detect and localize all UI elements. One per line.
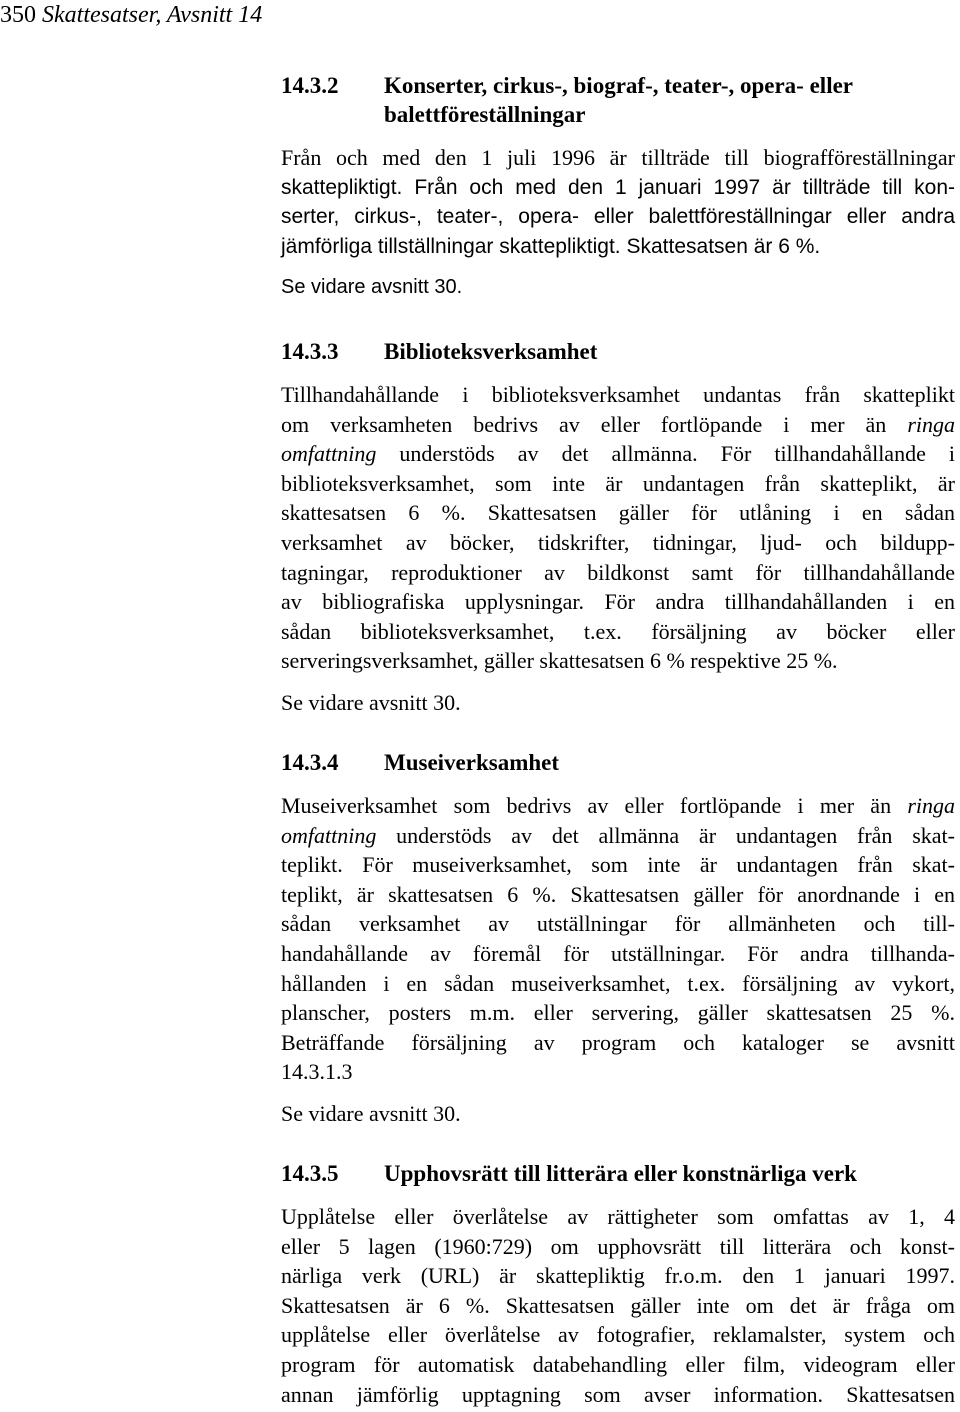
body-line: biblioteksverksamhet, som inte är undantagen från skatteplikt, är [281,470,955,496]
body-line: verksamhet av böcker, tidskrifter, tidningar, ljud- och bildupp- [281,529,955,555]
section-14-3-4 [281,748,955,1128]
body-line: 14.3.1.3 [281,1059,353,1085]
body-line: annan jämförlig upptagning som avser information. Skattesatsen [281,1381,955,1407]
italic-term: omfattning [281,441,377,467]
body-line: Tillhandahållande i biblioteksverksamhet undantas från skatteplikt [281,382,955,407]
section-number: 14.3.3 [281,339,339,364]
body-line: Från och med den 1 juli 1996 är tillträde till biografföreställningar [281,145,955,170]
section-heading [281,748,955,777]
body-line-text: om verksamheten bedrivs av eller fortlöpande i mer än [281,411,887,437]
section-heading [281,71,955,129]
section-title: Upphovsrätt till litterära eller konstnärliga verk [384,1161,857,1186]
body-line: teplikt. För museiverksamhet, som inte är undantagen från skat- [281,852,955,878]
body-line: hållanden i en sådan museiverksamhet, t.ex. försäljning av vykort, [281,970,955,996]
body-line [281,821,955,851]
section-body [281,791,955,1087]
body-line: upplåtelse eller överlåtelse av fotografier, reklamalster, system och [281,1322,955,1348]
section-title: Museiverksamhet [384,750,560,775]
italic-term: ringa [907,793,956,818]
section-14-3-5 [281,1159,955,1409]
body-line: av bibliografiska upplysningar. För andra tillhandahållanden i en [281,589,955,615]
body-line: program för automatisk databehandling eller film, videogram eller [281,1351,955,1377]
see-more-link-text: Se vidare avsnitt 30. [281,689,461,715]
body-line: sådan verksamhet av utställningar för allmänheten och till- [281,911,955,937]
section-body [281,143,955,261]
section-body [281,380,955,676]
body-line [281,439,955,469]
section-14-3-3 [281,337,955,717]
body-line-text: understöds av det allmänna är undantagen från skat- [396,822,955,848]
running-head-title: Skattesatser, Avsnitt 14 [42,2,263,28]
body-line: handahållande av föremål för utställningar. För andra tillhanda- [281,940,955,966]
body-line: skattesatsen 6 %. Skattesatsen gäller för utlåning i en sådan [281,500,955,526]
section-body [281,1202,955,1409]
italic-term: ringa [907,411,955,437]
body-line: serveringsverksamhet, gäller skattesatsen 6 % respektive 25 %. [281,648,838,674]
body-line: teplikt, är skattesatsen 6 %. Skattesatsen gäller för anordnande i en [281,881,955,907]
section-14-3-2 [281,71,955,302]
body-sans-block [281,173,955,262]
body-line: tagningar, reproduktioner av bildkonst samt för tillhandahållande [281,559,955,585]
section-number: 14.3.2 [281,73,339,98]
italic-term: omfattning [281,822,377,848]
page-number: 350 [0,2,36,28]
section-title-line: balettföreställningar [384,102,586,127]
body-line: Beträffande försäljning av program och kataloger se avsnitt [281,1029,955,1055]
body-line: eller 5 lagen (1960:729) om upphovsrätt till litterära och konst- [281,1233,955,1259]
body-line: skattepliktigt. Från och med den 1 januari 1997 är tillträde till kon- [281,175,955,199]
body-line [281,791,955,821]
see-more-link-text: Se vidare avsnitt 30. [281,276,463,299]
body-line: jämförliga tillställningar skattepliktigt. Skattesatsen är 6 %. [281,234,821,258]
body-line: sådan biblioteksverksamhet, t.ex. försäljning av böcker eller [281,618,955,644]
body-line [281,410,955,440]
see-more-link-text: Se vidare avsnitt 30. [281,1100,461,1126]
section-heading [281,337,955,366]
section-heading [281,1159,955,1188]
body-line-text: understöds av det allmänna. För tillhandahållande i [399,441,955,467]
section-number: 14.3.4 [281,750,339,775]
body-line: planscher, posters m.m. eller servering, gäller skattesatsen 25 %. [281,1000,955,1026]
body-line-text: Museiverksamhet som bedrivs av eller fortlöpande i mer än [281,793,892,818]
body-line: Skattesatsen är 6 %. Skattesatsen gäller inte om det är fråga om [281,1292,955,1318]
section-number: 14.3.5 [281,1161,339,1186]
body-line: närliga verk (URL) är skattepliktig fr.o.m. den 1 januari 1997. [281,1263,955,1289]
section-title: Biblioteksverksamhet [384,339,598,364]
body-line: Upplåtelse eller överlåtelse av rättigheter som omfattas av 1, 4 [281,1204,955,1229]
section-title-line: Konserter, cirkus-, biograf-, teater-, opera- eller [384,73,853,98]
body-line: serter, cirkus-, teater-, opera- eller balettföreställningar eller andra [281,205,955,229]
running-head [0,1,262,29]
